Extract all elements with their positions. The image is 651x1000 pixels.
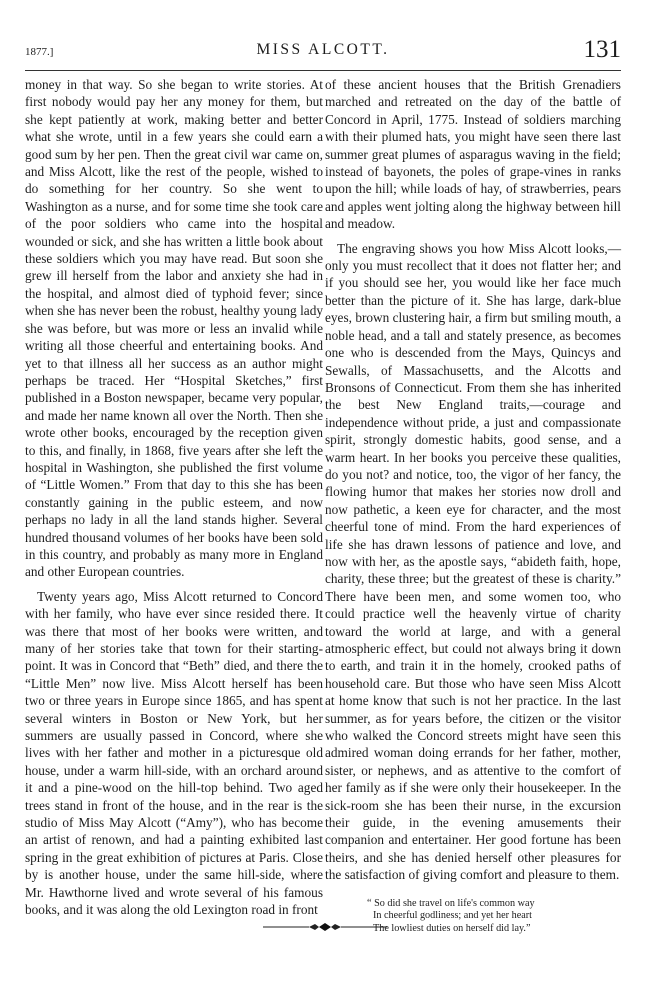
running-title: MISS ALCOTT. — [256, 41, 390, 58]
header-year: 1877.] — [25, 46, 54, 58]
running-header — [25, 36, 621, 64]
closing-verse-quote — [367, 898, 621, 936]
left-column — [25, 76, 323, 919]
page-number: 131 — [583, 36, 621, 63]
quote-line-3: The lowliest duties on herself did lay.” — [373, 922, 531, 934]
right-column — [325, 76, 621, 935]
quote-line-2: In cheerful godliness; and yet her heart — [373, 910, 532, 922]
paragraph-right-1: of these ancient houses that the British Grenadiers marched and retreated on the day of the battle of Concord in April, 1775. Instead of soldiers marching with their plumed hats, you might have seen there last summer great plumes of asparagus waving in the field; instead of bayonets, the poles of grape-vines in ranks upon the hill; while loads of hay, of strawberries, pears and apples went jolting along the highway between hill and meadow. — [325, 77, 621, 232]
paragraph-right-2: The engraving shows you how Miss Alcott looks,—only you must recollect that it does not flatter her; and if you should see her, you would like her face much better than the picture of it. She has large, dark-blue eyes, brown clustering hair, a firm but smiling mouth, a noble head, and a tall and stately presence, as becomes one who is descended from the Mays, Quincys and Sewalls, of Massachusetts, and the Alcotts and Bronsons of Connecticut. From them she has inherited the best New England traits,—courage and independence without pride, a just and compassionate spirit, strongly domestic habits, good sense, and a warm heart. In her books you perceive these qualities, do you not? and notice, too, the vigor of her fancy, the flowing humor that makes her stories now droll and now pathetic, a keen eye for character, and the most cheerful tone of mind. From the hard experiences of life she has drawn lessons of patience and love, and now with her, as the apostle says, “abideth faith, hope, charity, these three; but the greatest of these is charity.” There have been men, and some women too, who could practice well the heavenly virtue of charity toward the world at large, and with a general atmospheric effect, but could not always bring it down to earth, and train it in the homely, crooked paths of household care. But those who have seen Miss Alcott at home know that such is not her practice. In the last summer, as for years before, the citizen or the visitor who walked the Concord streets might have seen this admired woman doing errands for her father, mother, sister, or nephews, and as attentive to the comfort of her family as if she were only their housekeeper. In the sick-room she has been their nurse, in the excursion their guide, in the evening amusements their companion and entertainer. Her good fortune has been theirs, and she has denied herself other pleasures for the satisfaction of giving comfort and pleasure to them. — [325, 240, 621, 883]
quote-line-1: “ So did she travel on life's common way — [367, 897, 535, 909]
paragraph-left-2: Twenty years ago, Miss Alcott returned to Concord with her family, who have ever since resided there. It was there that most of her books were written, and many of her stories take that town for their starting-point. It was in Concord that “Beth” died, and there the “Little Men” now live. Miss Alcott herself has been two or three years in Europe since 1865, and has spent several winters in Boston or New York, but her summers are usually passed in Concord, where she lives with her father and mother in a picturesque old house, under a warm hill-side, with an orchard around it and a pine-wood on the hill-top behind. Two aged trees stand in front of the house, and in the rear is the studio of Miss May Alcott (“Amy”), who has become an artist of renown, and had a painting exhibited last spring in the great exhibition of pictures at Paris. Close by is another house, under the same hill-side, where Mr. Hawthorne lived and wrote several of his famous books, and it was along the old Lexington road in front — [25, 588, 323, 918]
paragraph-left-1: money in that way. So she began to write stories. At first nobody would pay her any money for them, but she kept patiently at work, making better and better what she wrote, until in a few years she could earn a good sum by her pen. Then the great civil war came on, and Miss Alcott, like the rest of the people, wished to do something for her country. So she went to Washington as a nurse, and for some time she took care of the poor soldiers who came into the hospital wounded or sick, and she has written a little book about these soldiers which you may have read. But soon she grew ill herself from the labor and anxiety she had in the hospital, and almost died of typhoid fever; since when she has never been the robust, healthy young lady she was before, but was more or less an invalid while writing all those cheerful and entertaining books. And yet to that illness all her success as an author might perhaps be traced. Her “Hospital Sketches,” first published in a Boston newspaper, became very popular, and made her name known all over the North. Then she wrote other books, encouraged by the reception given to this, and finally, in 1868, five years after she left the hospital in Washington, she published the first volume of “Little Women.” From that day to this she has been constantly gaining in the public esteem, and now perhaps no lady in all the land stands higher. Several hundred thousand volumes of her books have been sold in this country, and probably as many more in England and other European countries. — [25, 77, 323, 580]
end-of-article-ornament — [263, 922, 387, 932]
header-rule — [25, 70, 621, 71]
